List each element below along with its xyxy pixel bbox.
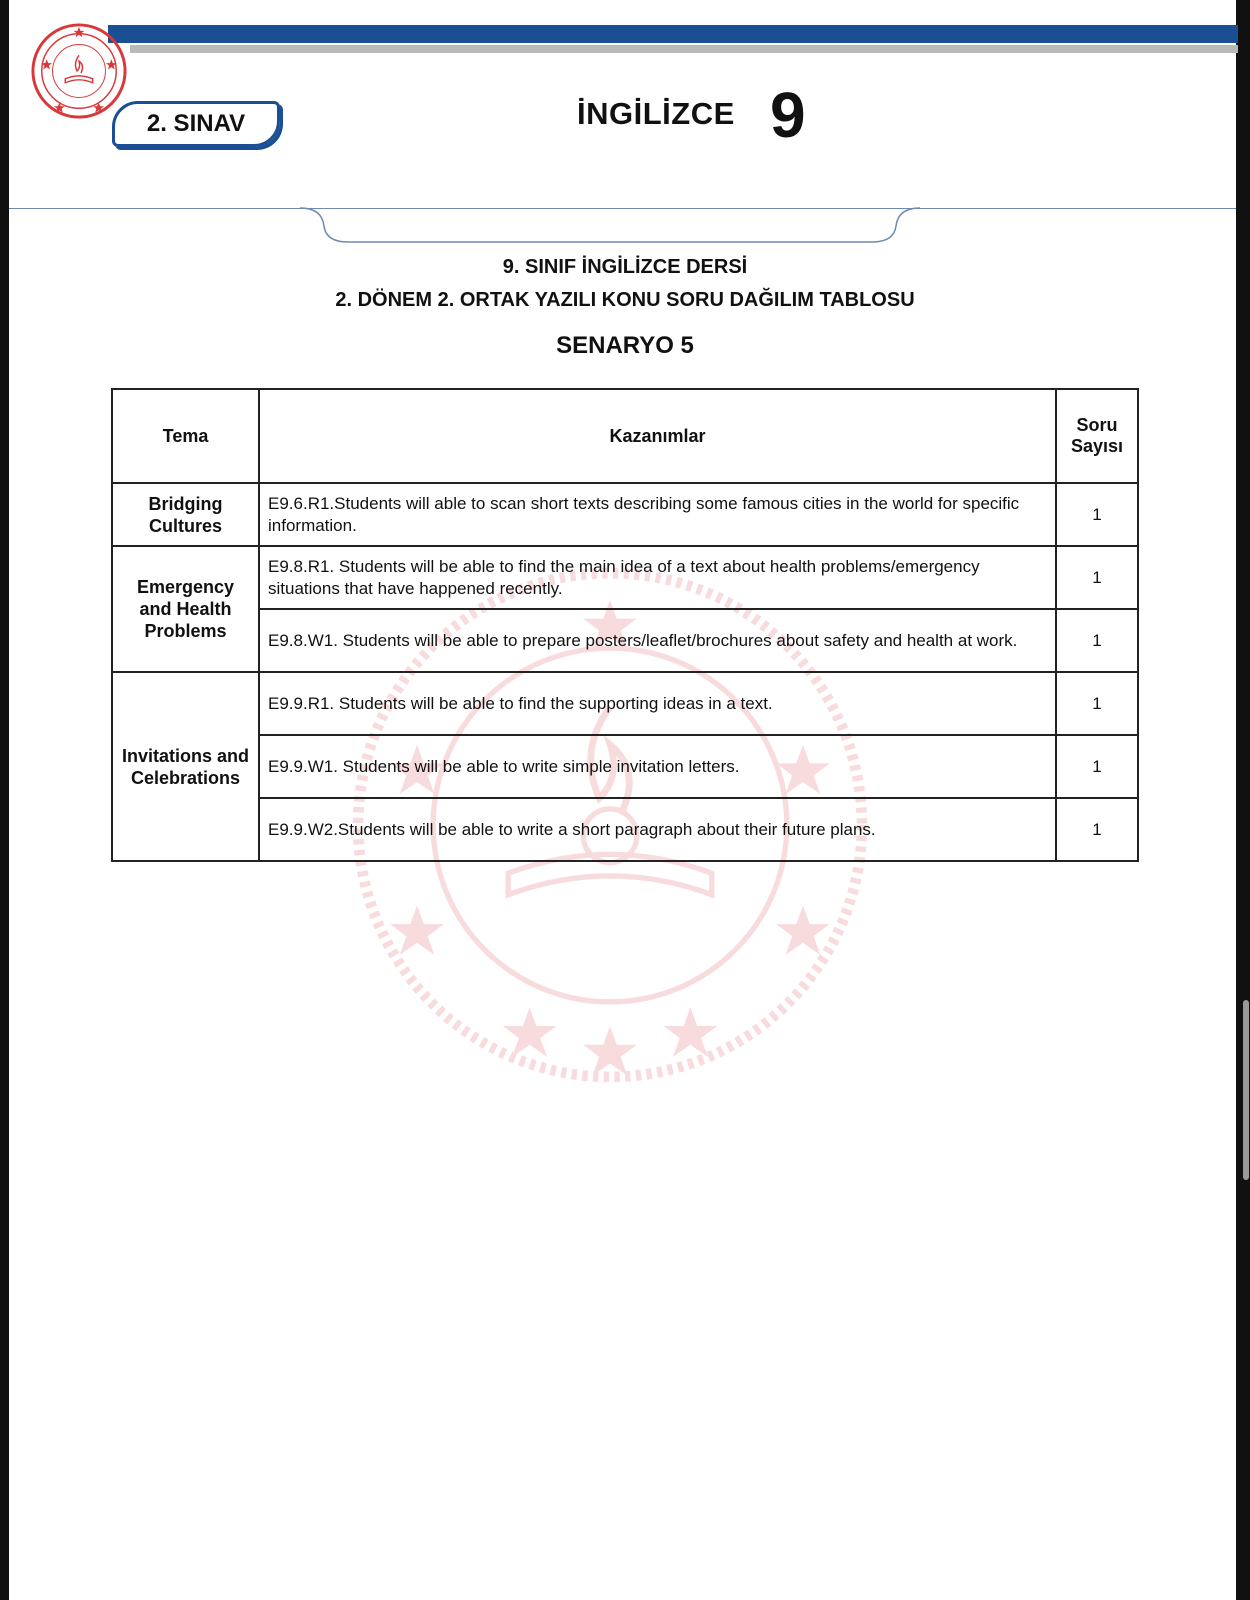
table-row xyxy=(112,735,1138,798)
count-cell: 1 xyxy=(1056,483,1138,546)
header-band-grey xyxy=(130,45,1238,53)
table-row xyxy=(112,546,1138,609)
outcome-cell: E9.8.R1. Students will be able to find the main idea of a text about health problems/emergency situations that have happened recently. xyxy=(259,546,1056,609)
header-band-blue xyxy=(108,25,1238,43)
scenario-title: SENARYO 5 xyxy=(556,332,694,359)
table-row xyxy=(112,609,1138,672)
grade-number: 9 xyxy=(770,79,806,151)
subject-title: İNGİLİZCE xyxy=(577,96,735,131)
count-cell: 1 xyxy=(1056,609,1138,672)
header-outcomes: Kazanımlar xyxy=(259,389,1056,483)
header-theme: Tema xyxy=(112,389,259,483)
table-row xyxy=(112,798,1138,861)
theme-cell: Bridging Cultures xyxy=(112,483,259,546)
theme-cell: Emergency and Health Problems xyxy=(112,546,259,672)
exam-number-label: 2. SINAV xyxy=(146,110,246,137)
header-question-count: Soru Sayısı xyxy=(1056,389,1138,483)
screen-edge-right xyxy=(1236,0,1250,1600)
table-title: 2. DÖNEM 2. ORTAK YAZILI KONU SORU DAĞILIM TABLOSU xyxy=(335,289,915,311)
course-title: 9. SINIF İNGİLİZCE DERSİ xyxy=(502,256,748,278)
outcome-cell: E9.9.R1. Students will be able to find the supporting ideas in a text. xyxy=(259,672,1056,735)
exam-number-tab xyxy=(112,101,280,147)
outcome-cell: E9.6.R1.Students will able to scan short texts describing some famous cities in the world for specific information. xyxy=(259,483,1056,546)
distribution-table xyxy=(111,388,1139,862)
table-row xyxy=(112,483,1138,546)
theme-cell: Invitations and Celebrations xyxy=(112,672,259,861)
table-header-row xyxy=(112,389,1138,483)
title-bracket xyxy=(300,206,920,246)
ministry-logo-seal xyxy=(30,22,128,120)
count-cell: 1 xyxy=(1056,672,1138,735)
outcome-cell: E9.8.W1. Students will be able to prepare posters/leaflet/brochures about safety and health at work. xyxy=(259,609,1056,672)
screen-edge-left xyxy=(0,0,9,1600)
outcome-cell: E9.9.W2.Students will be able to write a short paragraph about their future plans. xyxy=(259,798,1056,861)
count-cell: 1 xyxy=(1056,798,1138,861)
count-cell: 1 xyxy=(1056,546,1138,609)
table-row xyxy=(112,672,1138,735)
count-cell: 1 xyxy=(1056,735,1138,798)
scrollbar-thumb[interactable] xyxy=(1243,1000,1249,1180)
outcome-cell: E9.9.W1. Students will be able to write simple invitation letters. xyxy=(259,735,1056,798)
